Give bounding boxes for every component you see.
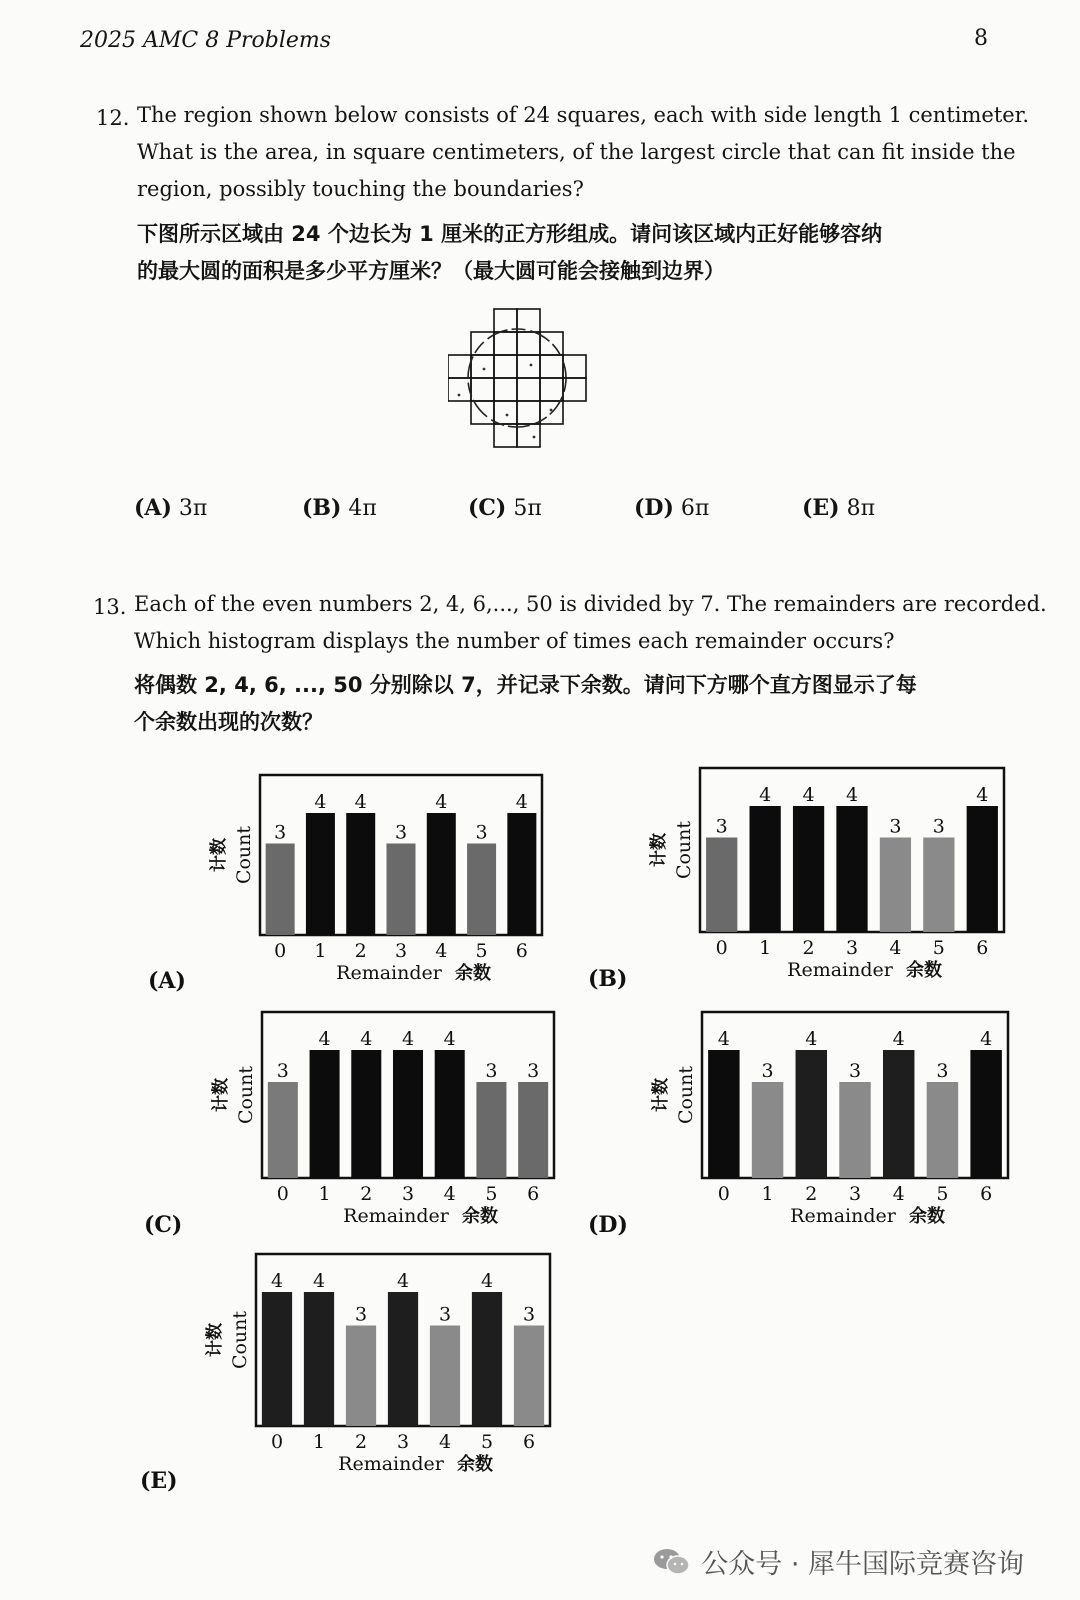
bar-value-label: 3 <box>475 821 488 844</box>
x-axis-label-cn: 余数 <box>462 1206 498 1227</box>
y-axis-label-cn: 计数 <box>651 1078 671 1112</box>
x-tick-label: 2 <box>805 1183 818 1205</box>
y-axis-label: Count <box>673 820 695 880</box>
choice-letter: (B) <box>302 495 342 521</box>
bar <box>306 813 335 935</box>
bar <box>752 1082 783 1178</box>
histogram-choice-label: (D) <box>588 1212 628 1238</box>
bar-value-label: 4 <box>976 784 989 806</box>
x-tick-label: 4 <box>438 1431 452 1453</box>
x-tick-label: 6 <box>522 1431 536 1453</box>
y-axis-label: Count <box>229 1310 251 1370</box>
choice-letter: (A) <box>134 495 172 521</box>
q12-line: region, possibly touching the boundaries? <box>137 177 584 201</box>
q12-line: What is the area, in square centimeters, of the largest circle that can fit inside the <box>137 140 1016 164</box>
bar <box>472 1292 502 1426</box>
x-tick-label: 2 <box>360 1183 373 1205</box>
x-tick-label: 0 <box>717 1183 730 1205</box>
x-tick-label: 3 <box>845 937 859 959</box>
x-tick-label: 3 <box>401 1183 415 1205</box>
x-axis-label: Remainder <box>787 959 893 981</box>
x-tick-label: 2 <box>354 940 367 962</box>
bar <box>393 1050 423 1178</box>
bar <box>507 813 536 935</box>
bar-value-label: 4 <box>845 784 859 806</box>
bar-value-label: 3 <box>848 1060 862 1082</box>
bar <box>388 1292 418 1426</box>
histogram-choice-label: (E) <box>140 1468 178 1494</box>
q12-cn-line: 下图所示区域由 24 个边长为 1 厘米的正方形组成。请问该区域内正好能够容纳 <box>137 222 883 246</box>
q13-line: Each of the even numbers 2, 4, 6,..., 50 is divided by 7. The remainders are recorded. <box>134 592 1047 616</box>
choice-value: 5π <box>513 496 542 521</box>
y-axis-label-cn: 计数 <box>205 1323 225 1357</box>
q13-number: 13. <box>93 595 127 619</box>
bar <box>467 844 496 936</box>
q13-cn-line: 将偶数 2, 4, 6, ..., 50 分别除以 7，并记录下余数。请问下方哪个直方图显示了每 <box>134 673 917 697</box>
bar <box>346 1326 376 1427</box>
histogram-choice-label: (C) <box>144 1212 183 1238</box>
bar <box>708 1050 739 1178</box>
x-axis-label-cn: 余数 <box>455 963 491 984</box>
bar <box>304 1292 334 1426</box>
bar-value-label: 3 <box>394 821 408 844</box>
bar <box>923 838 954 933</box>
x-tick-label: 0 <box>276 1183 289 1205</box>
x-tick-label: 5 <box>480 1431 494 1453</box>
x-axis-label: Remainder <box>790 1205 896 1227</box>
bar <box>880 838 911 933</box>
watermark <box>653 1542 1024 1581</box>
x-tick-label: 6 <box>527 1183 540 1205</box>
bar-value-label: 3 <box>485 1060 498 1082</box>
q12-cn-line: 的最大圆的面积是多少平方厘米？（最大圆可能会接触到边界） <box>137 259 725 283</box>
q12-line: The region shown below consists of 24 squares, each with side length 1 centimeter. <box>137 103 1030 127</box>
x-tick-label: 5 <box>475 940 488 962</box>
bar-value-label: 3 <box>936 1060 949 1082</box>
x-axis-label: Remainder <box>336 962 442 984</box>
x-tick-label: 4 <box>892 1183 905 1205</box>
bar <box>750 806 781 932</box>
x-axis-label-cn: 余数 <box>457 1454 493 1475</box>
bar <box>518 1082 548 1178</box>
x-tick-label: 1 <box>318 1183 331 1205</box>
y-axis-label-cn: 计数 <box>209 838 229 872</box>
bar <box>427 813 456 935</box>
page-number: 8 <box>974 26 988 51</box>
bar-value-label: 4 <box>435 791 448 813</box>
q12-number: 12. <box>96 106 130 130</box>
bar <box>266 844 295 936</box>
bar-value-label: 4 <box>980 1028 993 1050</box>
running-header: 2025 AMC 8 Problems <box>80 28 332 53</box>
x-tick-label: 1 <box>759 937 772 959</box>
choice-letter: (E) <box>802 495 840 521</box>
y-axis-label-cn: 计数 <box>211 1078 231 1112</box>
histogram-choice-label: (A) <box>148 968 186 994</box>
x-axis-label-cn: 余数 <box>909 1206 945 1227</box>
bar <box>927 1082 958 1178</box>
bar-value-label: 3 <box>354 1303 368 1326</box>
bar-value-label: 4 <box>759 784 772 806</box>
bar-value-label: 4 <box>396 1270 410 1292</box>
bar-value-label: 4 <box>354 791 367 813</box>
x-tick-label: 5 <box>485 1183 498 1205</box>
bar <box>839 1082 870 1178</box>
choice-letter: (C) <box>468 495 507 521</box>
x-tick-label: 2 <box>802 937 815 959</box>
bar <box>706 838 737 933</box>
x-tick-label: 0 <box>270 1431 284 1453</box>
bar <box>268 1082 298 1178</box>
x-tick-label: 6 <box>976 937 989 959</box>
watermark-text: 公众号 · 犀牛国际竞赛咨询 <box>701 1549 1024 1580</box>
bar-value-label: 4 <box>717 1028 730 1050</box>
bar-value-label: 4 <box>892 1028 905 1050</box>
bar-value-label: 4 <box>401 1028 415 1050</box>
bar-value-label: 3 <box>276 1060 289 1082</box>
x-tick-label: 4 <box>435 940 448 962</box>
choice-value: 4π <box>348 496 377 521</box>
bar-value-label: 4 <box>515 791 528 813</box>
choice-value: 6π <box>680 496 710 521</box>
q13-cn-line: 个余数出现的次数？ <box>134 710 323 734</box>
histogram-choice-label: (B) <box>588 966 628 992</box>
bar <box>351 1050 381 1178</box>
x-tick-label: 5 <box>932 937 945 959</box>
bar-value-label: 3 <box>527 1060 540 1082</box>
x-tick-label: 6 <box>515 940 528 962</box>
bar <box>796 1050 827 1178</box>
bar-value-label: 3 <box>438 1303 452 1326</box>
x-axis-label-cn: 余数 <box>906 960 942 981</box>
bar <box>476 1082 506 1178</box>
x-tick-label: 6 <box>980 1183 993 1205</box>
x-tick-label: 1 <box>761 1183 774 1205</box>
bar <box>310 1050 340 1178</box>
choice-value: 8π <box>846 496 876 521</box>
bar-value-label: 4 <box>805 1028 818 1050</box>
x-tick-label: 4 <box>443 1183 456 1205</box>
bar <box>262 1292 292 1426</box>
x-tick-label: 0 <box>274 940 287 962</box>
bar <box>836 806 867 932</box>
x-tick-label: 0 <box>715 937 728 959</box>
bar <box>514 1326 544 1427</box>
x-tick-label: 3 <box>394 940 408 962</box>
bar-value-label: 4 <box>312 1270 326 1292</box>
bar <box>970 1050 1001 1178</box>
q13-line: Which histogram displays the number of times each remainder occurs? <box>134 629 895 653</box>
bar <box>386 844 415 936</box>
x-tick-label: 1 <box>312 1431 326 1453</box>
x-tick-label: 1 <box>314 940 327 962</box>
bar <box>435 1050 465 1178</box>
x-tick-label: 2 <box>354 1431 368 1453</box>
x-tick-label: 3 <box>396 1431 410 1453</box>
bar-value-label: 3 <box>522 1303 536 1326</box>
x-axis-label: Remainder <box>343 1205 449 1227</box>
bar-value-label: 4 <box>318 1028 331 1050</box>
bar-value-label: 3 <box>715 815 728 838</box>
bar <box>967 806 998 932</box>
choice-letter: (D) <box>634 495 674 521</box>
bar <box>430 1326 460 1427</box>
y-axis-label: Count <box>235 1065 257 1125</box>
bar <box>793 806 824 932</box>
bar-value-label: 4 <box>360 1028 373 1050</box>
bar <box>883 1050 914 1178</box>
x-tick-label: 5 <box>936 1183 949 1205</box>
x-tick-label: 3 <box>848 1183 862 1205</box>
bar-value-label: 3 <box>274 821 287 844</box>
choice-value: 3π <box>178 496 208 521</box>
bar-value-label: 4 <box>802 784 815 806</box>
y-axis-label: Count <box>675 1065 697 1125</box>
wechat-icon <box>653 1547 691 1577</box>
bar-value-label: 4 <box>270 1270 284 1292</box>
y-axis-label-cn: 计数 <box>649 833 669 867</box>
x-tick-label: 4 <box>889 937 902 959</box>
bar <box>346 813 375 935</box>
bar-value-label: 3 <box>932 815 945 838</box>
bar-value-label: 3 <box>761 1060 774 1082</box>
bar-value-label: 4 <box>443 1028 456 1050</box>
bar-value-label: 3 <box>889 815 902 838</box>
bar-value-label: 4 <box>314 791 327 813</box>
bar-value-label: 4 <box>480 1270 494 1292</box>
y-axis-label: Count <box>233 825 255 885</box>
x-axis-label: Remainder <box>338 1453 444 1475</box>
